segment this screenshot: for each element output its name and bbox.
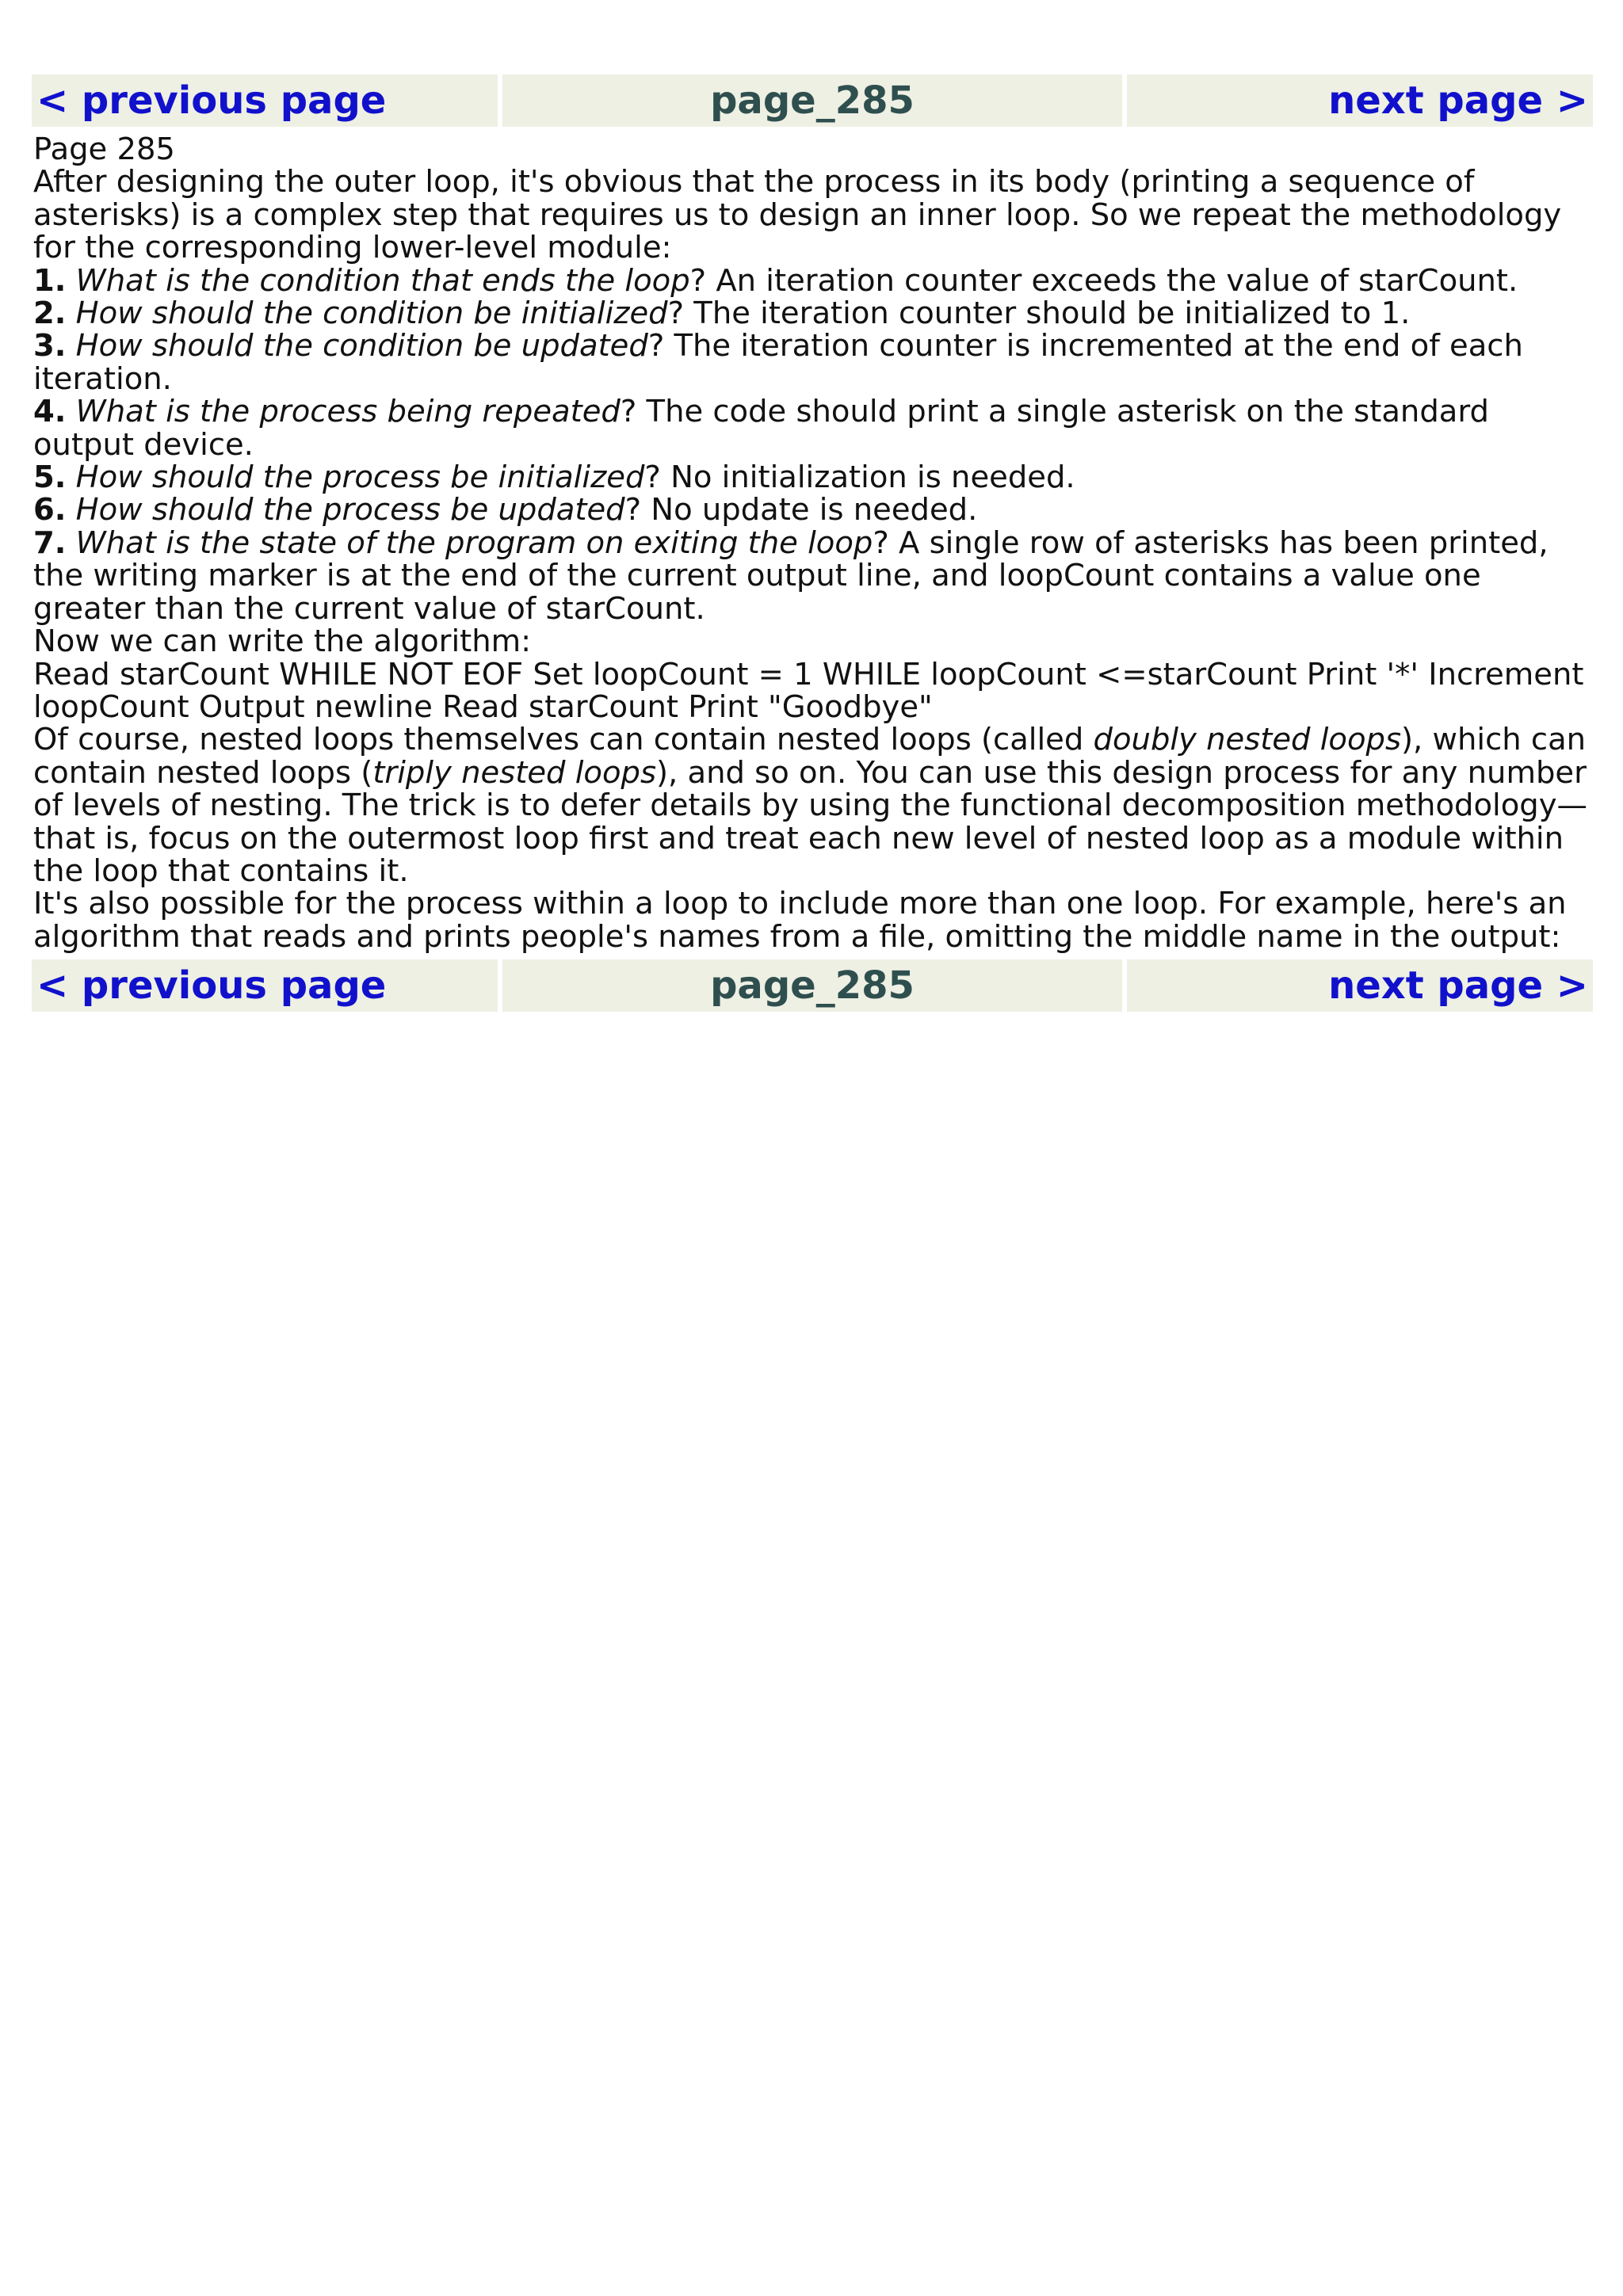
step-question: How should the condition be updated <box>75 328 648 364</box>
final-paragraph: It's also possible for the process within a loop to include more than one loop. For example, here's an algorithm that reads and prints people's names from a file, omitting the middle name in the output: <box>33 886 1567 955</box>
algorithm-text: Read starCount WHILE NOT EOF Set loopCount = 1 WHILE loopCount <=starCount Print '*' Increment loopCount Output newline Read starCount Print "Goodbye" <box>33 656 1584 725</box>
step-number: 1. <box>33 262 67 299</box>
step-item <box>33 524 1591 627</box>
step-question: What is the process being repeated <box>75 394 621 430</box>
step-number: 5. <box>33 460 67 496</box>
step-answer: ? A single row of asterisks has been printed, the writing marker is at the end of the current output line, and loopCount contains a value one greater than the current value of starCount. <box>33 524 1549 627</box>
step-question: How should the process be updated <box>75 492 625 528</box>
nesting-paragraph <box>33 723 1591 887</box>
step-answer: ? An iteration counter exceeds the value of starCount. <box>689 262 1518 299</box>
step-item <box>33 494 1591 526</box>
step-item <box>33 262 1591 299</box>
nesting-text-3: ), and so on. You can use this design process for any number of levels of nesting. The trick is to defer details by using the functional decomposition methodology—that is, focus on the outermost loop first and treat each new level of nested loop as a module within the loop that contains it. <box>33 754 1587 889</box>
next-page-link[interactable]: next page > <box>1127 959 1593 1012</box>
step-number: 7. <box>33 524 67 561</box>
next-page-link[interactable]: next page > <box>1127 74 1593 127</box>
step-question: How should the process be initialized <box>75 460 645 496</box>
nesting-term-doubly: doubly nested loops <box>1093 722 1402 758</box>
intro-paragraph: After designing the outer loop, it's obvious that the process in its body (printing a sequence of asterisks) is a complex step that requires us to design an inner loop. So we repeat the methodology for the corresponding lower-level module: <box>33 164 1562 266</box>
bottom-navbar <box>32 959 1593 1012</box>
step-item <box>33 461 1591 494</box>
step-question: What is the state of the program on exiting the loop <box>75 524 873 561</box>
step-answer: ? No initialization is needed. <box>644 460 1075 496</box>
step-answer: ? The iteration counter should be initialized to 1. <box>667 296 1411 332</box>
page-number: Page 285 <box>33 132 175 167</box>
nesting-text-1: Of course, nested loops themselves can contain nested loops (called <box>33 722 1094 758</box>
page-title: page_285 <box>502 74 1122 127</box>
previous-page-link[interactable]: < previous page <box>32 74 498 127</box>
nesting-text-2: ), which can contain nested loops ( <box>33 722 1587 791</box>
step-answer: ? No update is needed. <box>624 492 978 528</box>
step-number: 6. <box>33 492 67 528</box>
step-number: 4. <box>33 394 67 430</box>
step-question: How should the condition be initialized <box>75 296 668 332</box>
step-question: What is the condition that ends the loop <box>75 262 690 299</box>
step-number: 2. <box>33 296 67 332</box>
step-item <box>33 330 1591 395</box>
step-answer: ? The iteration counter is incremented at the end of each iteration. <box>33 328 1523 397</box>
algorithm-intro: Now we can write the algorithm: <box>33 624 532 660</box>
page <box>32 74 1593 1012</box>
page-content <box>32 127 1593 953</box>
step-number: 3. <box>33 328 67 364</box>
step-item <box>33 395 1591 461</box>
page-title: page_285 <box>502 959 1122 1012</box>
top-navbar <box>32 74 1593 127</box>
step-item <box>33 297 1591 330</box>
previous-page-link[interactable]: < previous page <box>32 959 498 1012</box>
step-answer: ? The code should print a single asterisk on the standard output device. <box>33 394 1489 463</box>
nesting-term-triply: triply nested loops <box>372 754 656 791</box>
